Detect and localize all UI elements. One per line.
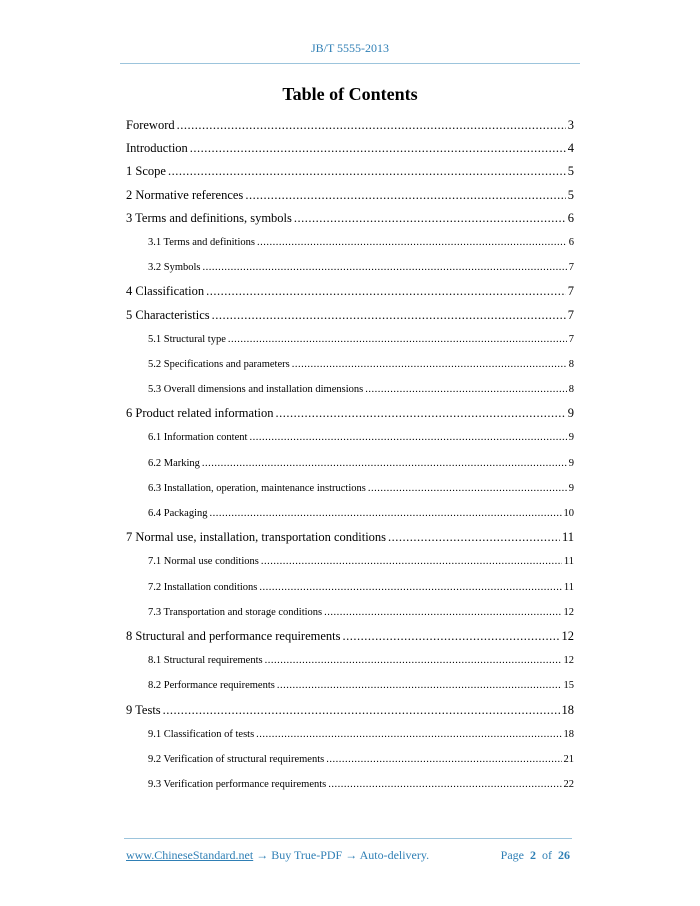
toc-entry[interactable] [126,304,574,327]
toc-leader-dots [163,699,560,722]
toc-entry-page: 7 [567,307,574,322]
toc-leader-dots [249,425,566,450]
toc-entry-page: 6 [567,210,574,225]
toc-entry[interactable] [126,526,574,549]
toc-subentry[interactable] [126,451,574,476]
site-link[interactable]: www.ChineseStandard.net [126,848,254,862]
toc-entry-label: 5 Characteristics [126,307,210,322]
toc-entry-page: 9 [568,482,574,494]
toc-entry-page: 12 [563,655,574,667]
toc-entry-label: Foreword [126,118,175,132]
toc-entry-label: 7 Normal use, installation, transportation conditions [126,530,387,545]
toc-entry-page: 12 [561,628,574,643]
toc-entry-page: 18 [561,702,574,717]
toc-entry-label: Introduction [126,141,188,156]
toc-entry-label: 6 Product related information [126,406,274,421]
header-divider [120,63,580,64]
toc-entry-label: 8 Structural and performance requirements [126,628,341,643]
toc-subentry[interactable] [126,327,574,352]
toc-entry[interactable] [126,114,574,137]
toc-entry-label: 5.1 Structural type [148,333,226,345]
toc-entry-page: 11 [561,530,574,545]
toc-subentry[interactable] [126,352,574,377]
toc-entry-page: 12 [563,606,574,618]
toc-subentry[interactable] [126,476,574,501]
toc-leader-dots [326,747,561,772]
footer-divider [124,838,572,839]
toc-entry-label: 9.1 Classification of tests [148,728,255,740]
page-title: Table of Contents [282,84,418,104]
toc-entry[interactable] [126,625,574,648]
toc-leader-dots [203,255,567,280]
toc-leader-dots [206,280,566,303]
toc-leader-dots [259,575,562,600]
toc-entry-label: 8.1 Structural requirements [148,655,263,667]
toc-entry-label: 6.4 Packaging [148,508,208,519]
toc-subentry[interactable] [126,648,574,673]
toc-entry-page: 3 [567,118,574,132]
toc-subentry[interactable] [126,722,574,747]
toc-entry[interactable] [126,160,574,183]
toc-entry-page: 5 [567,187,574,202]
toc-entry-label: 4 Classification [126,284,205,299]
toc-entry-page: 18 [563,728,574,740]
toc-entry-label: 3 Terms and definitions, symbols [126,210,292,225]
toc-leader-dots [245,184,565,207]
toc-entry-label: 9.3 Verification performance requirements [148,779,327,791]
toc-leader-dots [177,114,566,137]
toc-subentry[interactable] [126,575,574,600]
toc-leader-dots [343,625,560,648]
toc-entry[interactable] [126,207,574,230]
toc-entry-page: 7 [568,333,574,345]
toc-leader-dots [294,207,566,230]
toc-subentry[interactable] [126,425,574,450]
table-of-contents [126,114,574,797]
toc-leader-dots [365,377,567,402]
toc-subentry[interactable] [126,255,574,280]
toc-entry-label: 3.1 Terms and definitions [148,236,255,248]
footer-promo [126,848,429,863]
toc-entry-page: 8 [568,384,574,396]
toc-leader-dots [190,137,566,160]
toc-leader-dots [324,600,561,625]
of-word: of [542,848,552,862]
toc-entry-page: 7 [567,284,574,299]
toc-entry-page: 8 [568,358,574,370]
toc-entry-label: 6.3 Installation, operation, maintenance instructions [148,482,366,494]
toc-entry-label: 7.1 Normal use conditions [148,556,259,568]
toc-entry-page: 9 [568,457,574,469]
toc-entry-label: 3.2 Symbols [148,262,201,274]
toc-subentry[interactable] [126,747,574,772]
toc-leader-dots [256,722,561,747]
page-footer [126,848,570,863]
toc-leader-dots [388,526,560,549]
toc-leader-dots [210,501,562,526]
toc-entry-page: 7 [568,262,574,274]
toc-entry-page: 21 [563,753,574,765]
toc-entry-label: 6.2 Marking [148,457,200,469]
toc-subentry[interactable] [126,600,574,625]
toc-leader-dots [212,304,566,327]
current-page-number: 2 [530,848,536,862]
document-id-header: JB/T 5555-2013 [310,41,390,55]
toc-entry-page: 22 [563,779,574,791]
toc-leader-dots [202,451,567,476]
toc-entry-page: 11 [563,581,574,593]
toc-entry-label: 7.2 Installation conditions [148,581,258,593]
toc-entry-label: 5.3 Overall dimensions and installation dimensions [148,384,364,396]
toc-entry-label: 1 Scope [126,164,166,179]
toc-entry-page: 15 [563,680,574,692]
toc-subentry[interactable] [126,230,574,255]
toc-leader-dots [265,648,562,673]
toc-subentry[interactable] [126,549,574,574]
toc-leader-dots [368,476,567,501]
total-pages-number: 26 [558,848,570,862]
toc-leader-dots [276,402,566,425]
toc-leader-dots [328,772,561,797]
toc-subentry[interactable] [126,377,574,402]
toc-leader-dots [292,352,567,377]
toc-entry-page: 5 [567,164,574,179]
toc-subentry[interactable] [126,772,574,797]
toc-entry-page: 4 [567,141,574,156]
page-word: Page [500,848,524,862]
toc-entry-page: 9 [568,432,574,444]
toc-entry-label: 8.2 Performance requirements [148,680,275,692]
toc-leader-dots [168,160,566,183]
toc-entry[interactable] [126,137,574,160]
toc-leader-dots [228,327,567,352]
toc-entry-label: 9.2 Verification of structural requirements [148,753,325,765]
toc-leader-dots [261,549,562,574]
toc-subentry[interactable] [126,673,574,698]
toc-entry[interactable] [126,699,574,722]
toc-leader-dots [277,673,562,698]
promo-text: → Buy True-PDF → Auto-delivery. [256,848,430,862]
toc-entry-page: 10 [563,508,574,519]
toc-entry-page: 11 [563,556,574,568]
toc-entry[interactable] [126,184,574,207]
toc-entry[interactable] [126,402,574,425]
toc-entry-label: 5.2 Specifications and parameters [148,358,290,370]
toc-entry-label: 2 Normative references [126,187,244,202]
page-indicator [501,848,570,863]
toc-subentry[interactable] [126,501,574,526]
toc-entry-label: 9 Tests [126,702,161,717]
toc-entry-page: 6 [568,236,574,248]
toc-entry-label: 6.1 Information content [148,432,248,444]
toc-entry[interactable] [126,280,574,303]
toc-entry-label: 7.3 Transportation and storage conditions [148,606,323,618]
toc-entry-page: 9 [567,406,574,421]
toc-leader-dots [257,230,567,255]
